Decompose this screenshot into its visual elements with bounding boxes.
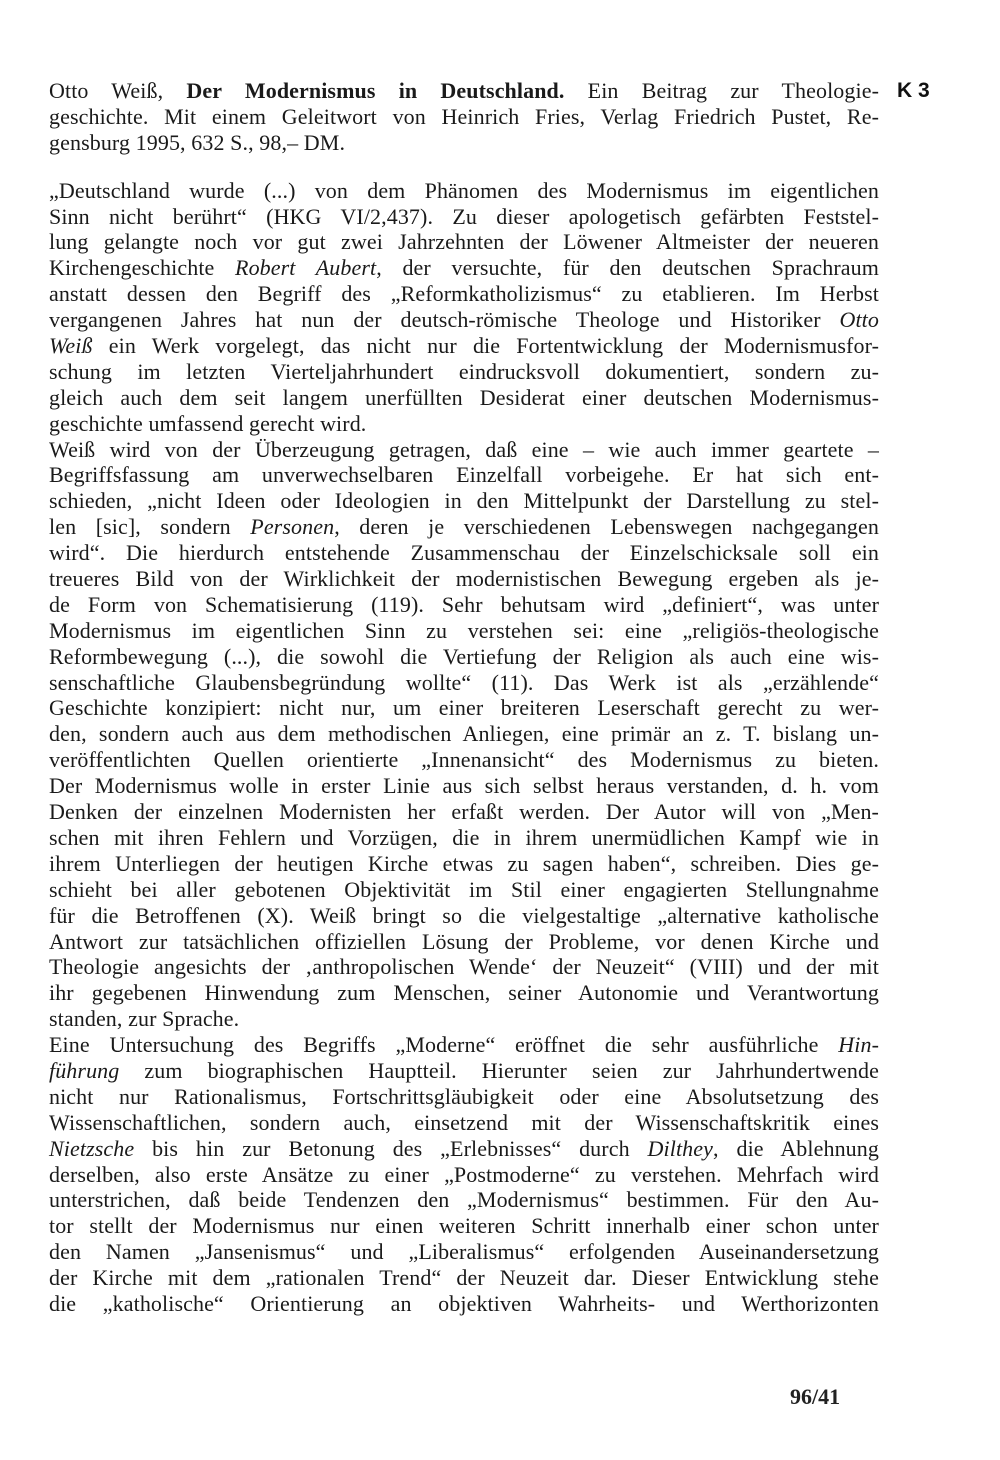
page-number: 96/41 [790,1384,841,1409]
italic-name: Personen [250,514,335,540]
italic-name: Nietzsche [49,1135,135,1161]
text-segment: schen mit ihren Fehlern und Vorzügen, die in ihrem unermüdlichen Kampf wie in [49,824,879,850]
text-line [49,1084,879,1110]
text-segment: len [sic], sondern [49,514,251,540]
text-line [49,670,879,696]
text-line [49,307,879,333]
text-line [49,773,879,799]
text-line [49,1213,879,1239]
text-segment: für die Betroffenen (X). Weiß bringt so die vielgestaltige „alternative katholische [49,902,879,928]
text-segment: wird“. Die hierdurch entstehende Zusammenschau der Einzelschicksale soll ein [49,540,879,566]
italic-name: führung [49,1057,120,1083]
text-segment: Wissenschaftlichen, sondern auch, einsetzend mit der Wissenschaftskritik eines [49,1109,879,1135]
paragraph [49,1032,879,1317]
text-line [49,592,879,618]
text-line [49,333,879,359]
text-segment: Weiß wird von der Überzeugung getragen, daß eine – wie auch immer geartete – [49,436,879,462]
text-line [49,721,879,747]
text-line [49,644,879,670]
text-line [49,1291,879,1317]
paragraph [49,437,879,1032]
text-line [49,437,879,463]
text-segment: geschichte umfassend gerecht wird. [49,410,367,436]
heading-line-1 [49,78,879,104]
text-segment: nicht nur Rationalismus, Fortschrittsgläubigkeit oder eine Absolutsetzung des [49,1083,879,1109]
text-segment: standen, zur Sprache. [49,1006,240,1032]
heading-line-2: geschichte. Mit einem Geleitwort von Heinrich Fries, Verlag Friedrich Pustet, Re- [49,103,879,129]
text-line [49,229,879,255]
text-segment: Kirchengeschichte [49,255,236,281]
book-subtitle: Ein Beitrag zur Theologie- [564,78,880,103]
text-line [49,488,879,514]
text-segment: treueres Bild von der Wirklichkeit der modernistischen Bewegung ergeben als je- [49,566,879,592]
page-body [49,78,879,1317]
paragraph [49,178,879,437]
text-segment: zum biographischen Hauptteil. Hierunter seien zur Jahrhundertwende [119,1057,879,1083]
text-line [49,462,879,488]
text-segment: unterstrichen, daß beide Tendenzen den „Modernismus“ bestimmen. Für den Au- [49,1187,879,1213]
text-segment: , deren je verschiedenen Lebenswegen nachgegangen [334,514,879,540]
text-segment: veröffentlichten Quellen orientierte „Innenansicht“ des Modernismus zu bieten. [49,747,879,773]
text-segment: der Kirche mit dem „rationalen Trend“ der Neuzeit dar. Dieser Entwicklung stehe [49,1265,879,1291]
text-line [49,954,879,980]
italic-name: Otto [839,307,879,333]
text-segment: derselben, also erste Ansätze zu einer „Postmoderne“ zu verstehen. Mehrfach wird [49,1161,879,1187]
text-line [49,747,879,773]
text-segment: Sinn nicht berührt“ (HKG VI/2,437). Zu dieser apologetisch gefärbten Feststel- [49,203,879,229]
text-segment: „Deutschland wurde (...) von dem Phänomen des Modernismus im eigentlichen [49,177,879,203]
text-line [49,178,879,204]
text-segment: Theologie angesichts der ‚anthropolischen Wende‘ der Neuzeit“ (VIII) und der mit [49,954,879,980]
text-line [49,980,879,1006]
heading-gap [49,156,879,178]
text-segment: , der versuchte, für den deutschen Sprachraum [376,255,879,281]
author-name: Otto Weiß, [49,78,187,103]
review-text [49,178,879,1317]
text-line [49,929,879,955]
text-segment: senschaftliche Glaubensbegründung wollte“ (11). Das Werk ist als „erzählende“ [49,669,879,695]
italic-name: Hin- [838,1032,879,1058]
text-segment: die „katholische“ Orientierung an objektiven Wahrheits- und Werthorizonten [49,1290,879,1316]
text-line [49,799,879,825]
text-segment: de Form von Schematisierung (119). Sehr behutsam wird „definiert“, was unter [49,591,879,617]
text-line [49,385,879,411]
text-line [49,825,879,851]
heading-line-3: gensburg 1995, 632 S., 98,– DM. [49,129,346,155]
text-segment: gleich auch dem seit langem unerfüllten Desiderat einer deutschen Modernismus- [49,384,879,410]
text-line [49,1006,879,1032]
text-line [49,359,879,385]
text-line [49,1187,879,1213]
text-segment: anstatt dessen den Begriff des „Reformkatholizismus“ zu etablieren. Im Herbst [49,281,879,307]
text-line [49,903,879,929]
text-segment: ihr gegebenen Hinwendung zum Menschen, seiner Autonomie und Verantwortung [49,980,879,1006]
text-line [49,1110,879,1136]
text-line [49,1265,879,1291]
text-segment: Der Modernismus wolle in erster Linie aus sich selbst heraus verstanden, d. h. vom [49,773,879,799]
book-title: Der Modernismus in Deutschland. [186,78,565,103]
bibliographic-heading [49,78,879,156]
text-segment: lung gelangte noch vor gut zwei Jahrzehnten der Löwener Altmeister der neueren [49,229,879,255]
text-line [49,411,879,437]
text-segment: Eine Untersuchung des Begriffs „Moderne“ eröffnet die sehr ausführliche [49,1032,839,1058]
text-segment: bis hin zur Betonung des „Erlebnisses“ durch [134,1135,648,1161]
text-line [49,1162,879,1188]
section-code: K 3 [897,79,930,102]
text-line [49,514,879,540]
text-segment: ihrem Unterliegen der heutigen Kirche etwas zu sagen haben“, schreiben. Dies ge- [49,850,879,876]
text-segment: vergangenen Jahres hat nun der deutsch-römische Theologe und Historiker [49,307,840,333]
text-line [49,281,879,307]
text-segment: tor stellt der Modernismus nur einen weiteren Schritt innerhalb einer schon unter [49,1213,879,1239]
text-line [49,1032,879,1058]
text-segment: Antwort zur tatsächlichen offiziellen Lösung der Probleme, vor denen Kirche und [49,928,879,954]
text-segment: schieht bei aller gebotenen Objektivität im Stil einer engagierten Stellungnahme [49,876,879,902]
text-line [49,566,879,592]
text-line [49,851,879,877]
text-segment: schieden, „nicht Ideen oder Ideologien in den Mittelpunkt der Darstellung zu stel- [49,488,879,514]
text-segment: den Namen „Jansenismus“ und „Liberalismus“ erfolgenden Auseinandersetzung [49,1239,879,1265]
text-line [49,618,879,644]
italic-name: Robert Aubert [235,255,377,281]
italic-name: Weiß [49,333,93,359]
text-line [49,695,879,721]
italic-name: Dilthey [647,1135,714,1161]
text-line [49,877,879,903]
text-line [49,1058,879,1084]
text-line [49,255,879,281]
text-segment: , die Ablehnung [713,1135,879,1161]
text-segment: Geschichte konzipiert: nicht nur, um einer breiteren Leserschaft gerecht zu wer- [49,695,879,721]
text-line [49,540,879,566]
text-segment: Reformbewegung (...), die sowohl die Vertiefung der Religion als auch eine wis- [49,643,879,669]
text-line [49,1239,879,1265]
text-segment: schung im letzten Vierteljahrhundert eindrucksvoll dokumentiert, sondern zu- [49,358,879,384]
text-segment: Denken der einzelnen Modernisten her erfaßt werden. Der Autor will von „Men- [49,799,879,825]
text-segment: den, sondern auch aus dem methodischen Anliegen, eine primär an z. T. bislang un- [49,721,879,747]
text-segment: ein Werk vorgelegt, das nicht nur die Fortentwicklung der Modernismusfor- [92,333,879,359]
text-line [49,1136,879,1162]
text-segment: Modernismus im eigentlichen Sinn zu verstehen sei: eine „religiös-theologische [49,617,879,643]
text-segment: Begriffsfassung am unverwechselbaren Einzelfall vorbeigehe. Er hat sich ent- [49,462,879,488]
text-line [49,204,879,230]
